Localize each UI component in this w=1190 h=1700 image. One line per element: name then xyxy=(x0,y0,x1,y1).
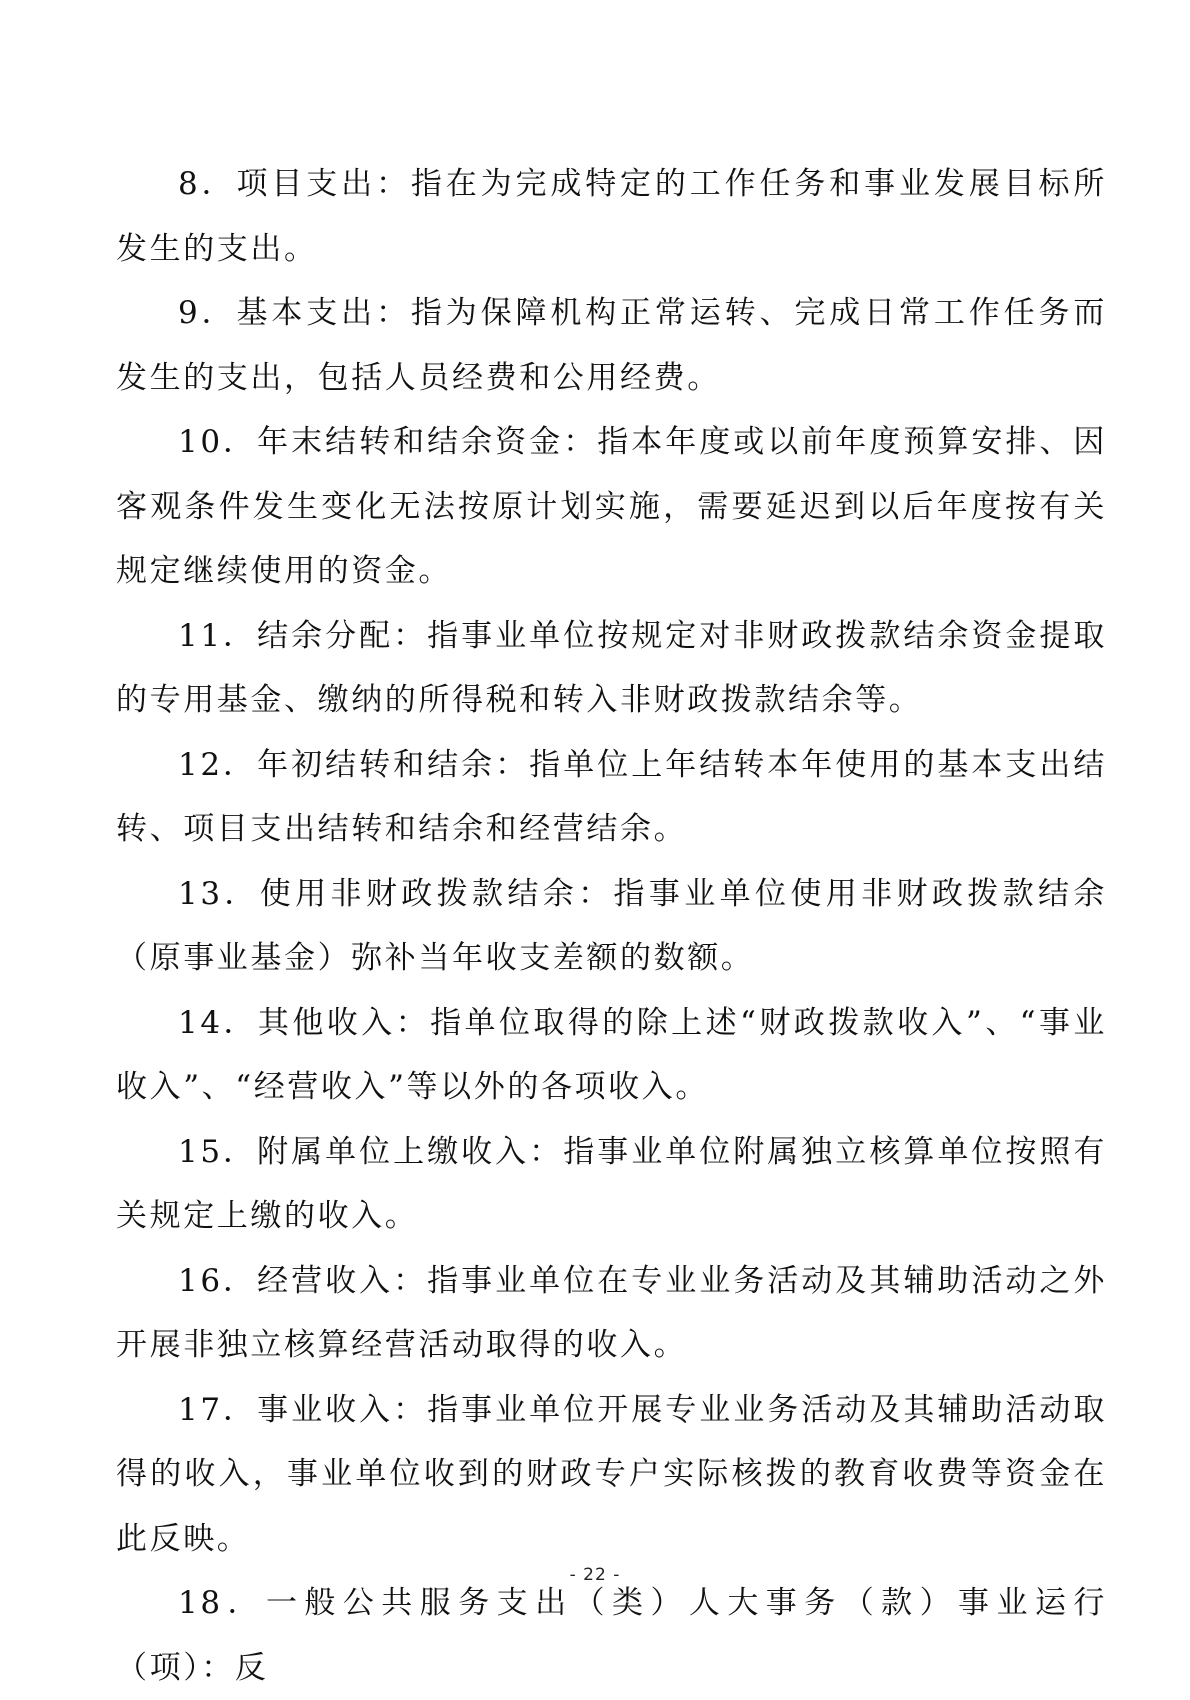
paragraph-item-10: 10．年末结转和结余资金：指本年度或以前年度预算安排、因客观条件发生变化无法按原计划实施，需要延迟到以后年度按有关规定继续使用的资金。 xyxy=(116,424,1107,589)
paragraph-item-9: 9．基本支出：指为保障机构正常运转、完成日常工作任务而发生的支出，包括人员经费和公用经费。 xyxy=(116,295,1107,396)
paragraph-item-18: 18．一般公共服务支出（类）人大事务（款）事业运行（项）：反 xyxy=(116,1585,1107,1686)
paragraph-item-14: 14．其他收入：指单位取得的除上述“财政拨款收入”、“事业收入”、“经营收入”等以外的各项收入。 xyxy=(116,1004,1107,1105)
paragraph-item-11: 11．结余分配：指事业单位按规定对非财政拨款结余资金提取的专用基金、缴纳的所得税和转入非财政拨款结余等。 xyxy=(116,617,1107,718)
paragraph-item-8: 8．项目支出：指在为完成特定的工作任务和事业发展目标所发生的支出。 xyxy=(116,166,1107,267)
paragraph-item-16: 16．经营收入：指事业单位在专业业务活动及其辅助活动之外开展非独立核算经营活动取得的收入。 xyxy=(116,1262,1107,1363)
paragraph-item-17: 17．事业收入：指事业单位开展专业业务活动及其辅助活动取得的收入，事业单位收到的财政专户实际核拨的教育收费等资金在此反映。 xyxy=(116,1391,1107,1557)
paragraph-item-15: 15．附属单位上缴收入：指事业单位附属独立核算单位按照有关规定上缴的收入。 xyxy=(116,1133,1107,1234)
page-number: - 22 - xyxy=(569,1565,621,1585)
paragraph-item-13: 13．使用非财政拨款结余：指事业单位使用非财政拨款结余（原事业基金）弥补当年收支差额的数额。 xyxy=(116,875,1107,976)
document-body xyxy=(116,152,1107,1700)
paragraph-item-12: 12．年初结转和结余：指单位上年结转本年使用的基本支出结转、项目支出结转和结余和经营结余。 xyxy=(116,746,1107,847)
